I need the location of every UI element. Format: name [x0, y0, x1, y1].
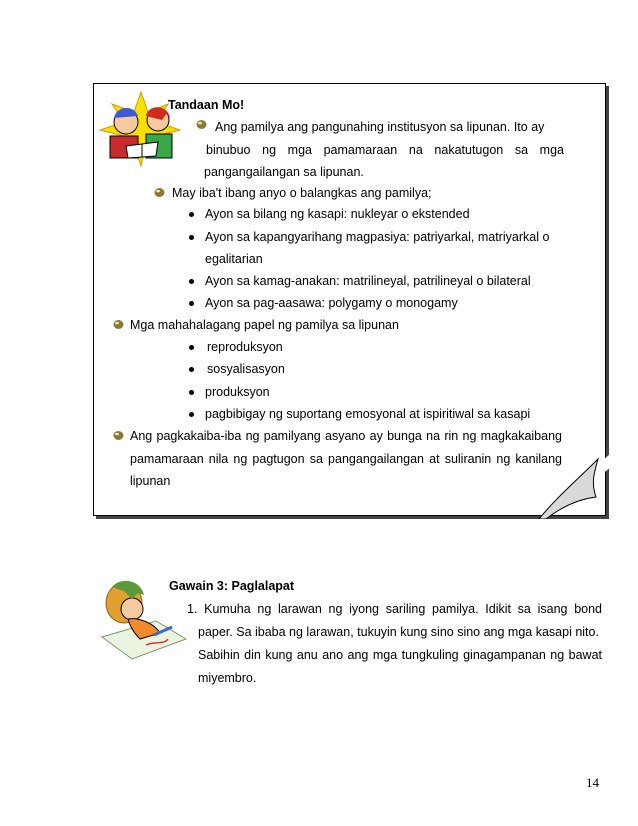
- form-item: Ayon sa bilang ng kasapi: nukleyar o ekstended: [205, 207, 470, 221]
- role-item: reproduksyon: [207, 340, 283, 354]
- remember-title: Tandaan Mo!: [168, 98, 245, 112]
- form-item: Ayon sa kamag-anakan: matrilineyal, patrilineyal o bilateral: [205, 274, 531, 288]
- bullet-dot: [189, 235, 194, 240]
- bullet-ball-icon: [113, 319, 124, 330]
- page-number: 14: [586, 775, 599, 790]
- role-item: produksyon: [205, 385, 270, 399]
- bullet-dot: [189, 412, 194, 417]
- bullet-dot: [189, 279, 194, 284]
- activity-line-1: 1. Kumuha ng larawan ng iyong sariling pamilya. Idikit sa isang bond: [187, 602, 602, 616]
- bullet-dot: [189, 301, 194, 306]
- role-item: pagbibigay ng suportang emosyonal at ispiritiwal sa kasapi: [205, 407, 531, 421]
- diff-line-2: pamamaraan nila ng pagtugon sa pangangailangan at suliranin ng kanilang: [130, 452, 562, 466]
- activity-line-2: paper. Sa ibaba ng larawan, tukuyin kung sino sino ang mga kasapi nito.: [198, 625, 599, 639]
- bullet-dot: [189, 367, 194, 372]
- activity-line-3: Sabihin din kung anu ano ang mga tungkuling ginagampanan ng bawat: [198, 648, 602, 662]
- intro-line-3: pangangailangan sa lipunan.: [204, 165, 364, 179]
- bullet-dot: [189, 212, 194, 217]
- bullet-ball-icon: [154, 187, 165, 198]
- form-item: Ayon sa pag-aasawa: polygamy o monogamy: [205, 296, 458, 310]
- intro-line-1: Ang pamilya ang pangunahing institusyon sa lipunan. Ito ay: [215, 120, 545, 134]
- bullet-dot: [189, 345, 194, 350]
- intro-line-2: binubuo ng mga pamamaraan na nakatutugon sa mga: [206, 143, 564, 157]
- diff-line-3: lipunan: [130, 474, 171, 488]
- form-item: Ayon sa kapangyarihang magpasiya: patriyarkal, matriyarkal o: [205, 230, 550, 244]
- diff-line-1: Ang pagkakaiba-iba ng pamilyang asyano ay bunga na rin ng magkakaibang: [130, 429, 562, 443]
- roles-heading: Mga mahahalagang papel ng pamilya sa lipunan: [130, 318, 399, 332]
- activity-title: Gawain 3: Paglalapat: [169, 579, 295, 593]
- bullet-dot: [189, 390, 194, 395]
- bullet-ball-icon: [113, 430, 124, 441]
- bullet-ball-icon: [196, 119, 207, 130]
- forms-heading: May iba't ibang anyo o balangkas ang pamilya;: [172, 186, 432, 200]
- form-item-cont: egalitarian: [205, 252, 263, 266]
- role-item: sosyalisasyon: [207, 362, 285, 376]
- activity-line-4: miyembro.: [198, 671, 257, 685]
